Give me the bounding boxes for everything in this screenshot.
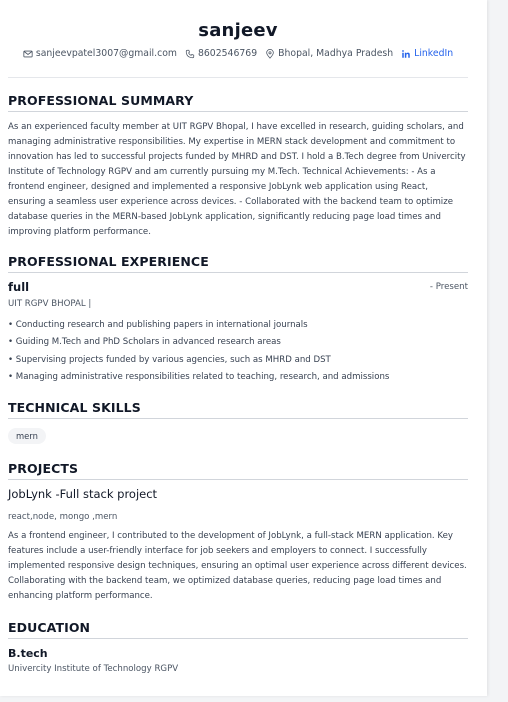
education-school: Univercity Institute of Technology RGPV <box>8 664 179 674</box>
phone-icon <box>185 49 195 59</box>
project-description: As a frontend engineer, I contributed to the development of JobLynk, a full-stack MERN application. Key features include a user-friendly interface for job seekers and employers to connect. I successfully implemented responsive design techniques, ensuring an optimal user experience across different devices. Collaborating with the backend team, we optimized database queries, reducing page load times and enhancing platform performance. <box>8 531 467 601</box>
candidate-name: sanjeev <box>198 20 278 41</box>
project-tech: react,node, mongo ,mern <box>8 512 118 522</box>
contact-bar <box>8 48 468 59</box>
header-divider <box>8 77 468 78</box>
contact-email[interactable] <box>23 48 177 59</box>
contact-location <box>265 48 393 59</box>
experience-heading: PROFESSIONAL EXPERIENCE <box>8 254 468 273</box>
phone-text: 8602546769 <box>197 48 258 59</box>
job-organization: UIT RGPV BHOPAL | <box>8 299 92 309</box>
list-item: • Conducting research and publishing papers in international journals <box>8 320 308 330</box>
skills-heading: TECHNICAL SKILLS <box>8 400 468 419</box>
summary-text: As an experienced faculty member at UIT RGPV Bhopal, I have excelled in research, guiding scholars, and managing administrative responsibilities. My expertise in MERN stack development and commitment to innovation has led to successful projects funded by MHRD and DST. I hold a B.Tech degree from Univercity Institute of Technology RGPV and am currently pursuing my M.Tech. Technical Achievements: - As a frontend engineer, designed and implemented a responsive JobLynk web application using React, ensuring a seamless user experience across devices. - Collaborated with the backend team to optimize database queries in the MERN-based JobLynk application, significantly reducing page load times and improving platform performance. <box>8 122 466 237</box>
list-item: • Guiding M.Tech and PhD Scholars in advanced research areas <box>8 337 281 348</box>
summary-heading: PROFESSIONAL SUMMARY <box>8 93 468 112</box>
job-date: - Present <box>429 282 468 292</box>
project-title: JobLynk -Full stack project <box>8 487 158 501</box>
mail-icon <box>23 49 33 59</box>
job-title: full <box>8 280 30 294</box>
linkedin-link[interactable] <box>401 48 453 59</box>
education-degree: B.tech <box>8 647 48 660</box>
linkedin-text: LinkedIn <box>414 48 454 59</box>
location-text: Bhopal, Madhya Pradesh <box>278 48 394 59</box>
list-item: • Supervising projects funded by various agencies, such as MHRD and DST <box>8 354 331 365</box>
list-item: • Managing administrative responsibilities related to teaching, research, and admissions <box>8 371 390 382</box>
experience-bullets <box>8 317 468 386</box>
linkedin-icon <box>401 49 411 59</box>
education-heading: EDUCATION <box>8 620 468 639</box>
email-text: sanjeevpatel3007@gmail.com <box>35 48 177 59</box>
contact-phone[interactable] <box>185 48 257 59</box>
skill-badge: mern <box>8 428 46 444</box>
map-pin-icon <box>265 49 275 59</box>
projects-heading: PROJECTS <box>8 461 468 480</box>
